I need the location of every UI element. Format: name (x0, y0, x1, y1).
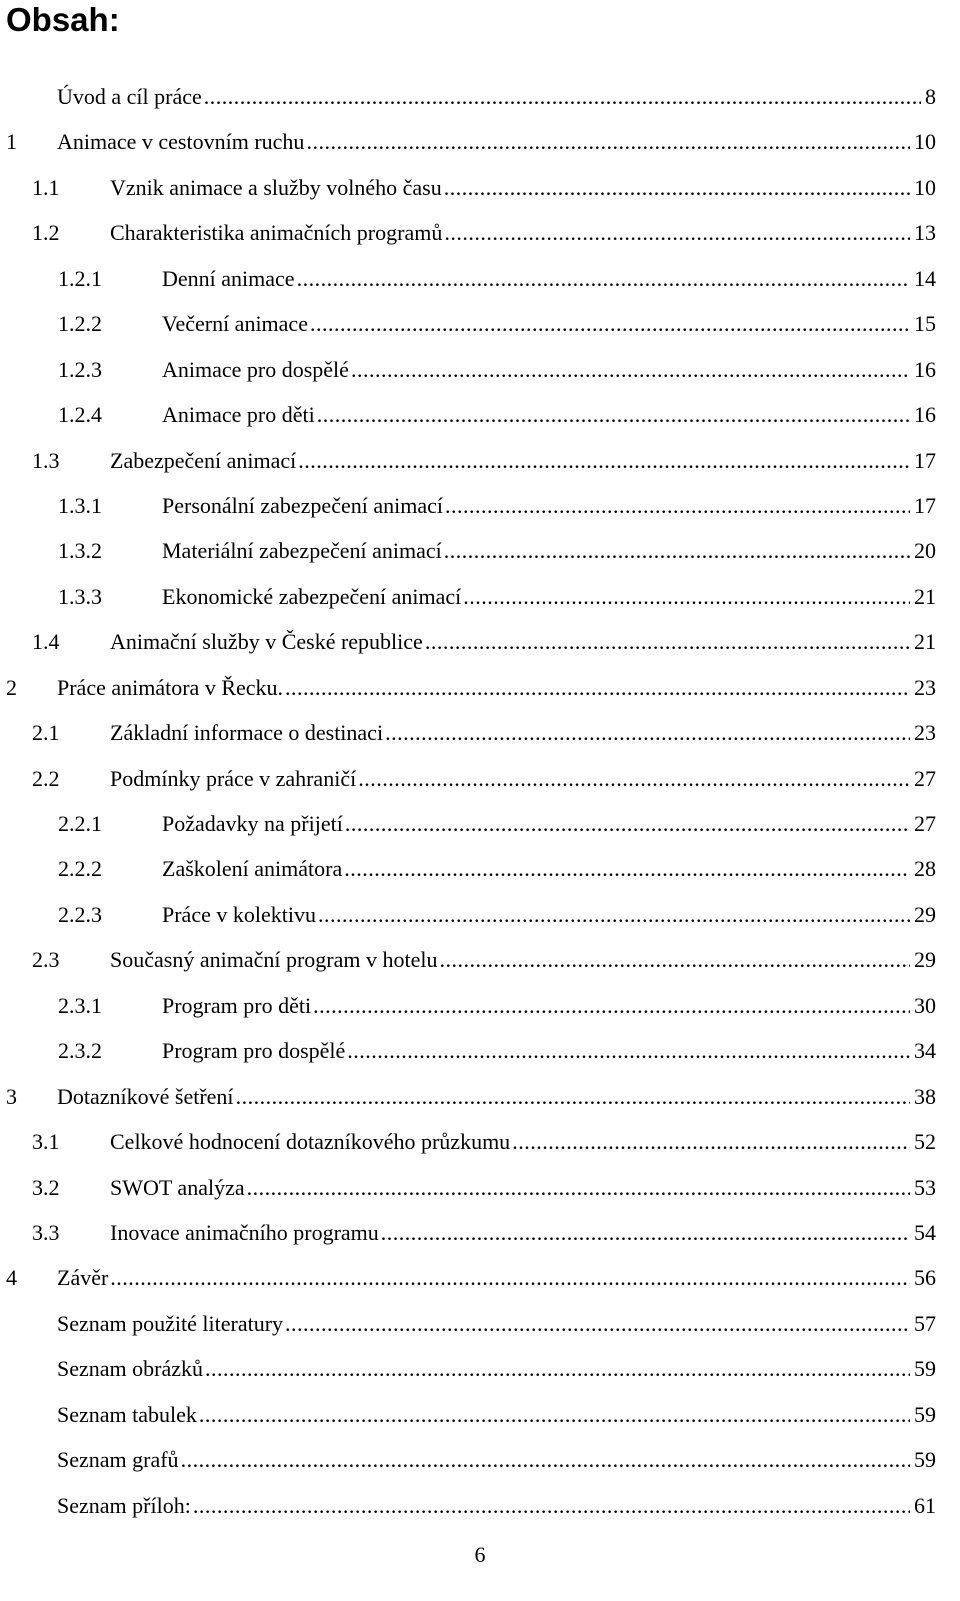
toc-entry-page: 29 (914, 901, 936, 927)
toc-entry-line (57, 1346, 936, 1391)
toc-entry-title: Seznam obrázků (57, 1356, 203, 1382)
toc-entry-page: 29 (914, 947, 936, 973)
dot-leader (204, 74, 921, 119)
toc-entry-line (110, 937, 936, 982)
toc-entry-title: Večerní animace (162, 311, 308, 337)
toc-entry-page: 20 (914, 538, 936, 564)
toc-entry-page: 13 (914, 220, 936, 246)
toc-entry-title: Seznam příloh: (57, 1492, 191, 1518)
dot-leader (297, 256, 910, 301)
toc-entry[interactable] (0, 256, 960, 301)
toc-entry-page: 16 (914, 356, 936, 382)
toc-entry[interactable] (0, 210, 960, 255)
toc-entry-title: Vznik animace a služby volného času (110, 174, 442, 200)
toc-entry-page: 23 (914, 720, 936, 746)
toc-entry-title: Práce animátora v Řecku. (57, 674, 284, 700)
dot-leader (444, 210, 910, 255)
toc-entry-line (57, 1483, 936, 1528)
toc-entry-page: 10 (914, 129, 936, 155)
dot-leader (344, 846, 910, 891)
toc-entry-page: 59 (914, 1447, 936, 1473)
toc-entry-page: 27 (914, 811, 936, 836)
dot-leader (463, 574, 910, 619)
toc-entry-number: 1.2.2 (58, 311, 102, 337)
toc-entry[interactable] (0, 1165, 960, 1210)
toc-entry[interactable] (0, 1028, 960, 1073)
toc-entry-title: Materiální zabezpečení animací (162, 538, 442, 564)
dot-leader (285, 1301, 910, 1346)
toc-entry-title: Inovace animačního programu (110, 1219, 379, 1245)
toc-entry-number: 1.3.3 (58, 583, 102, 609)
toc-entry-page: 57 (914, 1310, 936, 1336)
toc-entry-number: 2 (6, 674, 17, 700)
toc-entry-line (57, 1255, 936, 1300)
toc-entry[interactable] (0, 1301, 960, 1346)
toc-entry-number: 1.2.1 (58, 265, 102, 291)
toc-entry-line (162, 1028, 936, 1073)
toc-entry-number: 2.2.1 (58, 811, 102, 836)
toc-entry[interactable] (0, 756, 960, 801)
toc-entry-title: Podmínky práce v zahraničí (110, 765, 357, 791)
toc-entry-line (162, 801, 936, 846)
toc-entry[interactable] (0, 619, 960, 664)
toc-entry[interactable] (0, 1437, 960, 1482)
dot-leader (347, 1028, 910, 1073)
toc-entry-number: 3.2 (32, 1174, 60, 1200)
toc-entry[interactable] (0, 347, 960, 392)
toc-entry[interactable] (0, 937, 960, 982)
toc-entry-line (162, 528, 936, 573)
toc-entry-number: 1.3 (32, 447, 60, 473)
toc-entry-number: 1.3.2 (58, 538, 102, 564)
toc-entry-title: Personální zabezpečení animací (162, 492, 443, 518)
toc-entry-page: 14 (914, 265, 936, 291)
dot-leader (385, 710, 910, 755)
toc-entry-line (110, 1119, 936, 1164)
toc-entry-number: 1.3.1 (58, 492, 102, 518)
dot-leader (425, 619, 910, 664)
toc-entry-page: 10 (914, 174, 936, 200)
toc-entry-line (57, 665, 936, 710)
toc-entry-number: 3.3 (32, 1219, 60, 1245)
dot-leader (306, 119, 910, 164)
toc-entry[interactable] (0, 710, 960, 755)
toc-entry-title: SWOT analýza (110, 1174, 245, 1200)
toc-entry-line (110, 756, 936, 801)
toc-entry[interactable] (0, 1119, 960, 1164)
toc-entry-line (110, 1210, 936, 1255)
toc-entry-line (162, 892, 936, 937)
dot-leader (445, 483, 910, 528)
toc-entry-line (110, 710, 936, 755)
toc-entry-line (162, 846, 936, 891)
toc-entry[interactable] (0, 392, 960, 437)
toc-entry-page: 27 (914, 765, 936, 791)
toc-entry-page: 16 (914, 402, 936, 428)
toc-entry[interactable] (0, 438, 960, 483)
toc-entry-page: 30 (914, 992, 936, 1018)
dot-leader (181, 1437, 910, 1482)
toc-entry-page: 21 (914, 629, 936, 655)
toc-entry-title: Závěr (57, 1265, 109, 1291)
toc-entry[interactable] (0, 528, 960, 573)
toc-entry-title: Základní informace o destinaci (110, 720, 384, 746)
dot-leader (358, 756, 910, 801)
toc-entry-page: 28 (914, 856, 936, 882)
toc-entry[interactable] (0, 119, 960, 164)
dot-leader (199, 1392, 910, 1437)
toc-entry-number: 2.2.3 (58, 901, 102, 927)
toc-entry-number: 1.2.4 (58, 402, 102, 428)
dot-leader (512, 1119, 910, 1164)
toc-entry-line (162, 483, 936, 528)
toc-entry[interactable] (0, 165, 960, 210)
dot-leader (285, 665, 910, 710)
toc-entry-page: 38 (914, 1083, 936, 1109)
toc-entry-line (57, 1301, 936, 1346)
toc-entry-line (162, 574, 936, 619)
toc-entry-number: 1 (6, 129, 17, 155)
toc-entry[interactable] (0, 574, 960, 619)
toc-entry-page: 52 (914, 1129, 936, 1155)
toc-entry-title: Současný animační program v hotelu (110, 947, 438, 973)
dot-leader (439, 937, 910, 982)
toc-entry[interactable] (0, 983, 960, 1028)
dot-leader (236, 1074, 910, 1119)
toc-entry-title: Denní animace (162, 265, 295, 291)
toc-entry-line (162, 347, 936, 392)
toc-entry-line (57, 74, 936, 119)
toc-entry-number: 1.1 (32, 174, 60, 200)
dot-leader (298, 438, 910, 483)
toc-entry-page: 53 (914, 1174, 936, 1200)
toc-entry[interactable] (0, 301, 960, 346)
toc-entry[interactable] (0, 665, 960, 710)
toc-entry-number: 4 (6, 1265, 17, 1291)
toc-entry-number: 2.3.2 (58, 1038, 102, 1064)
toc-entry-title: Animace v cestovním ruchu (57, 129, 305, 155)
toc-entry-number: 2.2 (32, 765, 60, 791)
toc-entry-line (162, 392, 936, 437)
toc-entry-title: Dotazníkové šetření (57, 1083, 234, 1109)
toc-entry-page: 61 (914, 1492, 936, 1518)
toc-entry-page: 59 (914, 1401, 936, 1427)
toc-entry-page: 17 (914, 492, 936, 518)
dot-leader (193, 1483, 910, 1528)
toc-entry-number: 1.2 (32, 220, 60, 246)
toc-entry-title: Animace pro děti (162, 402, 315, 428)
toc-entry[interactable] (0, 483, 960, 528)
toc-entry-page: 56 (914, 1265, 936, 1291)
toc-entry-number: 2.1 (32, 720, 60, 746)
toc-entry-title: Seznam tabulek (57, 1401, 197, 1427)
dot-leader (444, 528, 910, 573)
toc-entry-title: Animace pro dospělé (162, 356, 349, 382)
toc-entry[interactable] (0, 1346, 960, 1391)
toc-entry-line (57, 1437, 936, 1482)
toc-entry-line (110, 619, 936, 664)
toc-entry-title: Seznam grafů (57, 1447, 179, 1473)
toc-entry-line (57, 1074, 936, 1119)
dot-leader (247, 1165, 910, 1210)
dot-leader (110, 1255, 910, 1300)
page-title: Obsah: (6, 1, 120, 38)
toc-entry-line (162, 256, 936, 301)
toc-entry-page: 59 (914, 1356, 936, 1382)
toc-entry-number: 3 (6, 1083, 17, 1109)
toc-entry-number: 3.1 (32, 1129, 60, 1155)
toc-entry-title: Práce v kolektivu (162, 901, 316, 927)
dot-leader (205, 1346, 910, 1391)
toc-entry-page: 54 (914, 1219, 936, 1245)
toc-entry-title: Program pro děti (162, 992, 312, 1018)
toc-entry[interactable] (0, 1483, 960, 1528)
toc-entry-line (110, 438, 936, 483)
toc-entry-number: 1.4 (32, 629, 60, 655)
toc-entry[interactable] (0, 801, 960, 846)
toc-entry[interactable] (0, 1074, 960, 1119)
toc-entry-number: 2.3.1 (58, 992, 102, 1018)
dot-leader (381, 1210, 910, 1255)
toc-entry-title: Zabezpečení animací (110, 447, 297, 473)
dot-leader (444, 165, 910, 210)
toc-entry[interactable] (0, 1255, 960, 1300)
toc-entry-page: 34 (914, 1038, 936, 1064)
toc-entry[interactable] (0, 1392, 960, 1437)
toc-entry-page: 23 (914, 674, 936, 700)
toc-entry-line (57, 119, 936, 164)
dot-leader (345, 801, 910, 846)
page-number: 6 (474, 1542, 486, 1567)
toc-entry-line (110, 210, 936, 255)
toc-entry-line (162, 983, 936, 1028)
toc-entry-title: Seznam použité literatury (57, 1310, 284, 1336)
toc-entry-line (110, 165, 936, 210)
toc-entry-number: 2.3 (32, 947, 60, 973)
dot-leader (318, 892, 910, 937)
toc-entry-line (110, 1165, 936, 1210)
toc-entry-title: Animační služby v České republice (110, 629, 423, 655)
toc-entry-number: 2.2.2 (58, 856, 102, 882)
toc-entry-page: 17 (914, 447, 936, 473)
toc-entry[interactable] (0, 846, 960, 891)
dot-leader (351, 347, 910, 392)
dot-leader (310, 301, 910, 346)
toc-entry[interactable] (0, 74, 960, 119)
toc-entry-title: Úvod a cíl práce (57, 84, 202, 109)
table-of-contents (0, 74, 960, 1528)
toc-entry-line (162, 301, 936, 346)
toc-entry-title: Charakteristika animačních programů (110, 220, 443, 246)
toc-entry-title: Požadavky na přijetí (162, 811, 343, 836)
toc-entry-title: Program pro dospělé (162, 1038, 346, 1064)
dot-leader (313, 983, 910, 1028)
toc-entry-title: Zaškolení animátora (162, 856, 343, 882)
toc-entry-title: Celkové hodnocení dotazníkového průzkumu (110, 1129, 511, 1155)
toc-entry[interactable] (0, 892, 960, 937)
toc-entry-line (57, 1392, 936, 1437)
toc-entry-title: Ekonomické zabezpečení animací (162, 583, 462, 609)
toc-entry[interactable] (0, 1210, 960, 1255)
dot-leader (317, 392, 910, 437)
toc-entry-number: 1.2.3 (58, 356, 102, 382)
toc-entry-page: 8 (925, 84, 936, 109)
toc-entry-page: 15 (914, 311, 936, 337)
toc-entry-page: 21 (914, 583, 936, 609)
